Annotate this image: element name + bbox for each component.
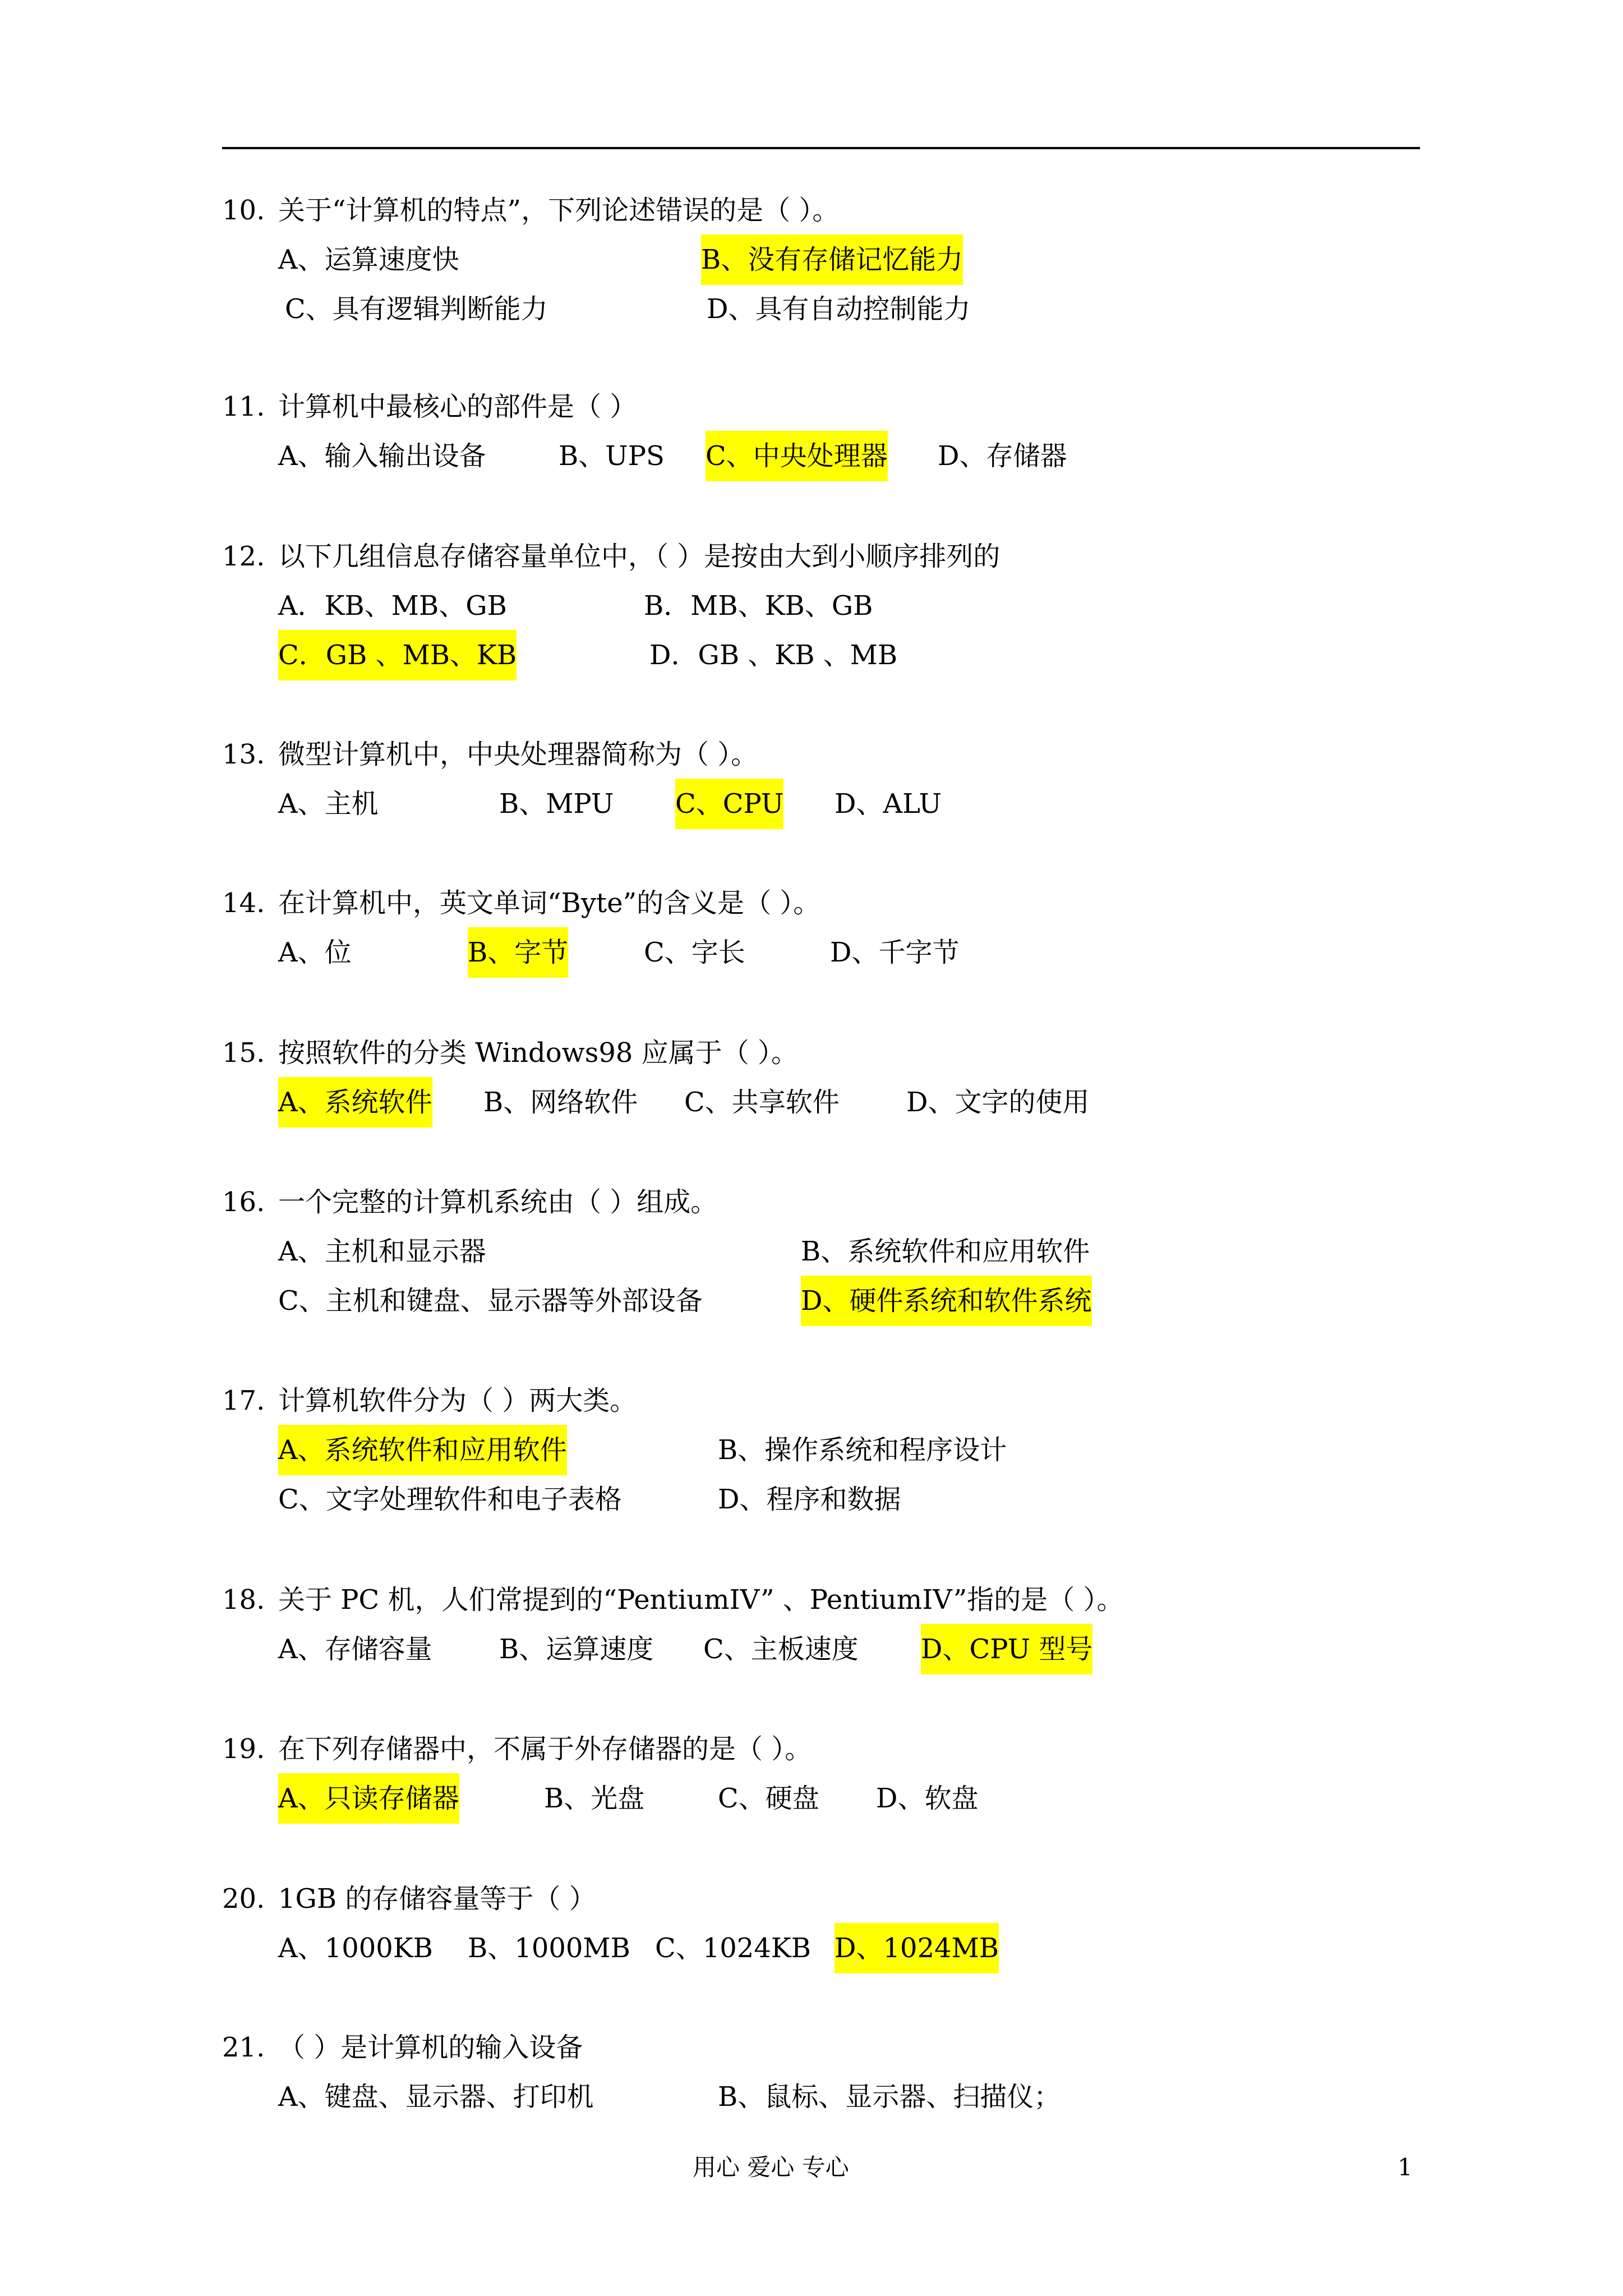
option-d: D、程序和数据: [718, 1484, 901, 1515]
option-d: D、ALU: [834, 788, 942, 820]
option-b: B．MB、KB、GB: [644, 590, 873, 622]
option-c: C、文字处理软件和电子表格: [278, 1484, 622, 1515]
question-number: 14.: [222, 887, 265, 919]
question-stem: 以下几组信息存储容量单位中，（ ）是按由大到小顺序排列的: [278, 541, 1000, 572]
question-stem: 在下列存储器中，不属于外存储器的是（ ）。: [278, 1733, 812, 1765]
option-d-answer: D、CPU 型号: [921, 1624, 1092, 1674]
option-a: A、主机: [278, 788, 379, 820]
option-c: C、字长: [644, 937, 745, 968]
question-14: [222, 878, 1420, 1018]
question-stem: 关于 PC 机，人们常提到的“PentiumIV” 、PentiumIV”指的是（ ）。: [278, 1584, 1124, 1616]
question-number: 19.: [222, 1733, 265, 1765]
question-stem: 1GB 的存储容量等于（ ）: [278, 1883, 596, 1915]
option-d: D、具有自动控制能力: [707, 293, 971, 325]
option-a-answer: A、只读存储器: [278, 1773, 459, 1824]
option-b: B、MPU: [499, 788, 614, 820]
option-c: C、具有逻辑判断能力: [285, 293, 548, 325]
question-17: [222, 1375, 1420, 1516]
option-a: A．KB、MB、GB: [278, 590, 507, 622]
option-c-answer: C．GB 、MB、KB: [278, 630, 517, 680]
question-12: [222, 531, 1420, 671]
option-d-answer: D、硬件系统和软件系统: [801, 1276, 1092, 1326]
question-18: [222, 1575, 1420, 1715]
option-c-answer: C、CPU: [675, 779, 783, 829]
question-stem: 微型计算机中，中央处理器简称为（ ）。: [278, 739, 758, 770]
option-b: B、光盘: [544, 1783, 645, 1814]
option-b: B、运算速度: [499, 1634, 654, 1665]
question-stem: 一个完整的计算机系统由（ ）组成。: [278, 1186, 718, 1218]
page-number: 1: [1398, 2154, 1413, 2181]
option-b: B、网络软件: [483, 1087, 638, 1118]
option-d: D、文字的使用: [906, 1087, 1090, 1118]
question-number: 13.: [222, 739, 265, 770]
question-number: 12.: [222, 541, 265, 572]
question-stem: （ ）是计算机的输入设备: [278, 2032, 583, 2063]
question-19: [222, 1724, 1420, 1864]
option-b: B、鼠标、显示器、扫描仪；: [718, 2081, 1061, 2113]
question-number: 21.: [222, 2032, 265, 2063]
option-b-answer: B、字节: [468, 927, 568, 978]
option-a: A、位: [278, 937, 352, 968]
question-number: 11.: [222, 391, 265, 422]
question-number: 17.: [222, 1385, 265, 1416]
question-number: 10.: [222, 195, 265, 226]
question-15: [222, 1028, 1420, 1168]
question-11: [222, 381, 1420, 522]
header-rule: [222, 147, 1420, 149]
question-stem: 按照软件的分类 Windows98 应属于（ ）。: [278, 1037, 798, 1069]
option-a-answer: A、系统软件: [278, 1077, 432, 1128]
option-b-answer: B、没有存储记忆能力: [701, 234, 963, 285]
option-a-answer: A、系统软件和应用软件: [278, 1425, 567, 1475]
question-10: [222, 185, 1420, 325]
question-stem: 计算机软件分为（ ）两大类。: [278, 1385, 637, 1416]
option-d-answer: D、1024MB: [834, 1923, 999, 1973]
option-b: B、系统软件和应用软件: [801, 1236, 1090, 1267]
question-13: [222, 729, 1420, 869]
option-b: B、操作系统和程序设计: [718, 1434, 1007, 1466]
footer-motto: 用心 爱心 专心: [693, 2154, 849, 2181]
option-c: C、1024KB: [655, 1932, 811, 1964]
option-a: A、键盘、显示器、打印机: [278, 2081, 594, 2113]
question-20: [222, 1874, 1420, 2014]
option-d: D．GB 、KB 、MB: [649, 639, 898, 671]
option-b: B、1000MB: [468, 1932, 630, 1964]
question-number: 20.: [222, 1883, 265, 1915]
question-stem: 在计算机中，英文单词“Byte”的含义是（ ）。: [278, 887, 820, 919]
option-b: B、UPS: [559, 440, 665, 472]
question-16: [222, 1177, 1420, 1317]
option-c: C、主机和键盘、显示器等外部设备: [278, 1285, 703, 1317]
option-d: D、存储器: [938, 440, 1067, 472]
question-21: [222, 2022, 1420, 2162]
question-stem: 计算机中最核心的部件是（ ）: [278, 391, 637, 422]
option-c: C、共享软件: [684, 1087, 840, 1118]
option-a: A、1000KB: [278, 1932, 433, 1964]
question-number: 15.: [222, 1037, 265, 1069]
option-c-answer: C、中央处理器: [706, 431, 888, 481]
option-c: C、主板速度: [703, 1634, 859, 1665]
option-d: D、千字节: [830, 937, 960, 968]
option-a: A、主机和显示器: [278, 1236, 486, 1267]
question-stem: 关于“计算机的特点”，下列论述错误的是（ ）。: [278, 195, 840, 226]
question-number: 18.: [222, 1584, 265, 1616]
option-a: A、存储容量: [278, 1634, 432, 1665]
option-a: A、运算速度快: [278, 244, 459, 275]
option-d: D、软盘: [876, 1783, 979, 1814]
option-c: C、硬盘: [718, 1783, 819, 1814]
option-a: A、输入输出设备: [278, 440, 486, 472]
question-number: 16.: [222, 1186, 265, 1218]
